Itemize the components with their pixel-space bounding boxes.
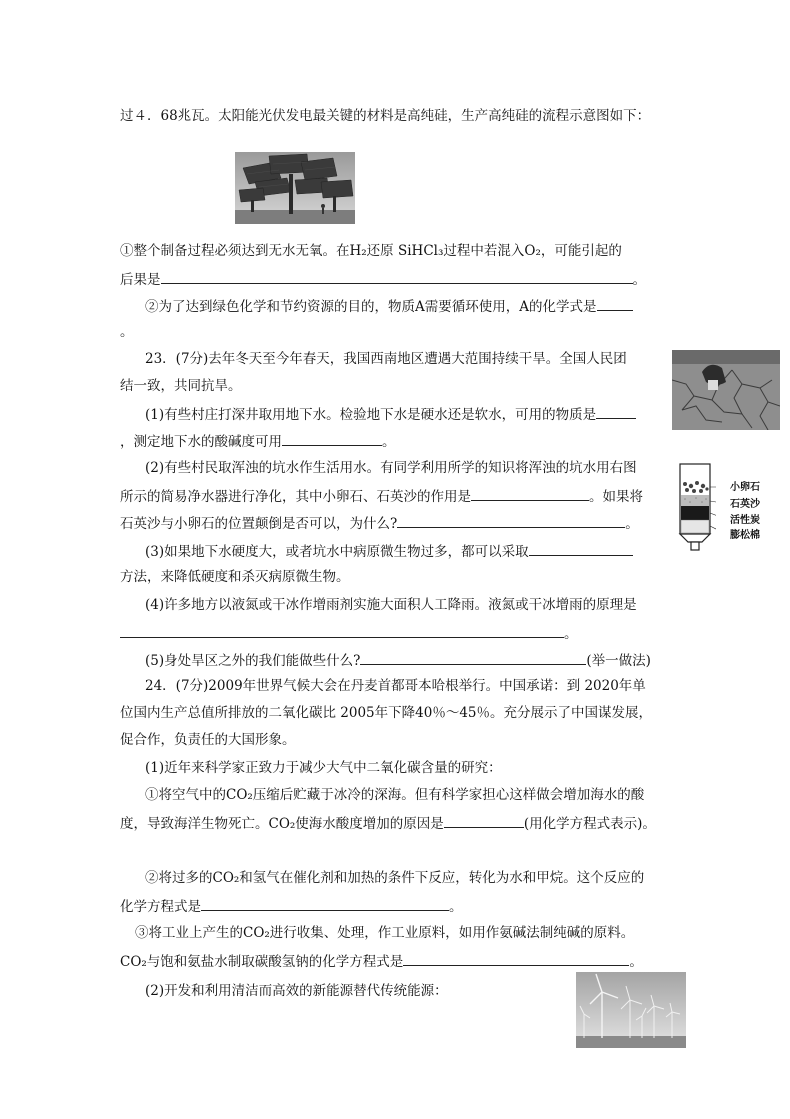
q23-p4-line-1: (4)许多地方以液氮或干冰作增雨剂实施大面积人工降雨。液氮或干冰增雨的原理是 <box>145 597 637 613</box>
q24-s2-line-2 <box>120 896 463 916</box>
answer-blank[interactable] <box>444 813 524 828</box>
q22-line-3 <box>145 296 633 316</box>
q23-p4-line-2-suffix: 。 <box>564 626 578 642</box>
answer-blank[interactable] <box>471 486 589 501</box>
q24-s1-line-2 <box>120 813 656 833</box>
q23-header: 23．(7分)去年冬天至今年春天，我国西南地区遭遇大范围持续干旱。全国人民团 <box>145 351 627 367</box>
q23-p2-line-3-prefix: 石英沙与小卵石的位置颠倒是否可以，为什么? <box>120 516 398 532</box>
q23-p5 <box>145 650 651 670</box>
q24-header-2: 位国内生产总值所排放的二氧化碳比 2005年下降40％～45％。充分展示了中国谋发展， <box>120 705 653 721</box>
filter-label-activated-carbon: 活性炭 <box>730 515 760 526</box>
answer-blank[interactable] <box>597 296 633 311</box>
intro-text: 过４．68兆瓦。太阳能光伏发电最关键的材料是高纯硅，生产高纯硅的流程示意图如下： <box>120 108 651 124</box>
q23-p4-line-2 <box>120 623 578 643</box>
q23-p1-line-2-prefix: ，测定地下水的酸碱度可用 <box>120 434 282 450</box>
answer-blank[interactable] <box>397 513 625 528</box>
drought-photo <box>672 350 780 430</box>
q22-line-2-prefix: 后果是 <box>120 272 161 288</box>
q24-s1-line-1: ①将空气中的CO₂压缩后贮藏于冰冷的深海。但有科学家担心这样做会增加海水的酸 <box>145 787 645 803</box>
filter-label-cotton: 膨松棉 <box>730 530 760 541</box>
q24-header-3: 促合作，负责任的大国形象。 <box>120 732 296 748</box>
q23-p5-prefix: (5)身处旱区之外的我们能做些什么? <box>145 653 361 669</box>
answer-blank[interactable] <box>282 431 382 446</box>
q24-s2-line-2-suffix: 。 <box>449 899 463 915</box>
answer-blank[interactable] <box>360 650 586 665</box>
answer-blank[interactable] <box>120 623 564 638</box>
q24-p2: (2)开发和利用清洁而高效的新能源替代传统能源： <box>145 983 448 999</box>
filter-label-quartz-sand: 石英沙 <box>730 499 760 510</box>
q22-line-4: 。 <box>120 324 134 340</box>
q22-line-1: ①整个制备过程必须达到无水无氧。在H₂还原 SiHCl₃过程中若混入O₂，可能引起的 <box>120 243 622 259</box>
q23-p1-line-2-suffix: 。 <box>382 434 396 450</box>
q23-p5-suffix: (举一做法) <box>586 653 651 669</box>
q23-p3-line-1-text: (3)如果地下水硬度大，或者坑水中病原微生物过多，都可以采取 <box>145 544 529 560</box>
wind-turbines-photo <box>576 972 686 1048</box>
q22-line-3-text: ②为了达到绿色化学和节约资源的目的，物质A需要循环使用，A的化学式是 <box>145 299 597 315</box>
water-filter-diagram <box>676 462 786 557</box>
q24-s3-line-2-prefix: CO₂与饱和氨盐水制取碳酸氢钠的化学方程式是 <box>120 954 404 970</box>
q24-s3-line-1: ③将工业上产生的CO₂进行收集、处理，作工业原料，如用作氨碱法制纯碱的原料。 <box>135 925 635 941</box>
filter-label-pebbles: 小卵石 <box>730 482 760 493</box>
answer-blank[interactable] <box>161 269 633 284</box>
q24-s1-line-2-suffix: (用化学方程式表示)。 <box>523 816 656 832</box>
answer-blank[interactable] <box>529 541 633 556</box>
q23-p3-line-1 <box>145 541 633 561</box>
q23-p2-line-2 <box>120 486 643 506</box>
q24-s2-line-1: ②将过多的CO₂和氢气在催化剂和加热的条件下反应，转化为水和甲烷。这个反应的 <box>145 870 645 886</box>
solar-tree-photo <box>235 152 355 224</box>
answer-blank[interactable] <box>201 896 449 911</box>
q22-line-2 <box>120 269 646 289</box>
q23-p1-line-1-text: (1)有些村庄打深井取用地下水。检验地下水是硬水还是软水，可用的物质是 <box>145 407 597 423</box>
q24-p1: (1)近年来科学家正致力于减少大气中二氧化碳含量的研究： <box>145 760 502 776</box>
q24-header: 24．(7分)2009年世界气候大会在丹麦首都哥本哈根举行。中国承诺：到 2020年单 <box>145 678 646 694</box>
q24-s3-line-2-suffix: 。 <box>629 954 643 970</box>
q23-p2-line-2-prefix: 所示的简易净水器进行净化，其中小卵石、石英沙的作用是 <box>120 489 471 505</box>
q23-p3-line-2: 方法，来降低硬度和杀灭病原微生物。 <box>120 569 350 585</box>
q24-s2-line-2-prefix: 化学方程式是 <box>120 899 201 915</box>
q23-p2-line-3-suffix: 。 <box>625 516 639 532</box>
q22-line-2-suffix: 。 <box>632 272 646 288</box>
q24-s3-line-2 <box>120 951 643 971</box>
q23-p1-line-1 <box>145 404 636 424</box>
q23-p1-line-2 <box>120 431 396 451</box>
q24-s1-line-2-prefix: 度，导致海洋生物死亡。CO₂使海水酸度增加的原因是 <box>120 816 444 832</box>
answer-blank[interactable] <box>596 404 636 419</box>
q23-p2-line-1: (2)有些村民取浑浊的坑水作生活用水。有同学利用所学的知识将浑浊的坑水用右图 <box>145 460 637 476</box>
q23-header-2: 结一致，共同抗旱。 <box>120 378 242 394</box>
answer-blank[interactable] <box>403 951 629 966</box>
q23-p2-line-2-suffix: 。如果将 <box>589 489 643 505</box>
q23-p2-line-3 <box>120 513 639 533</box>
